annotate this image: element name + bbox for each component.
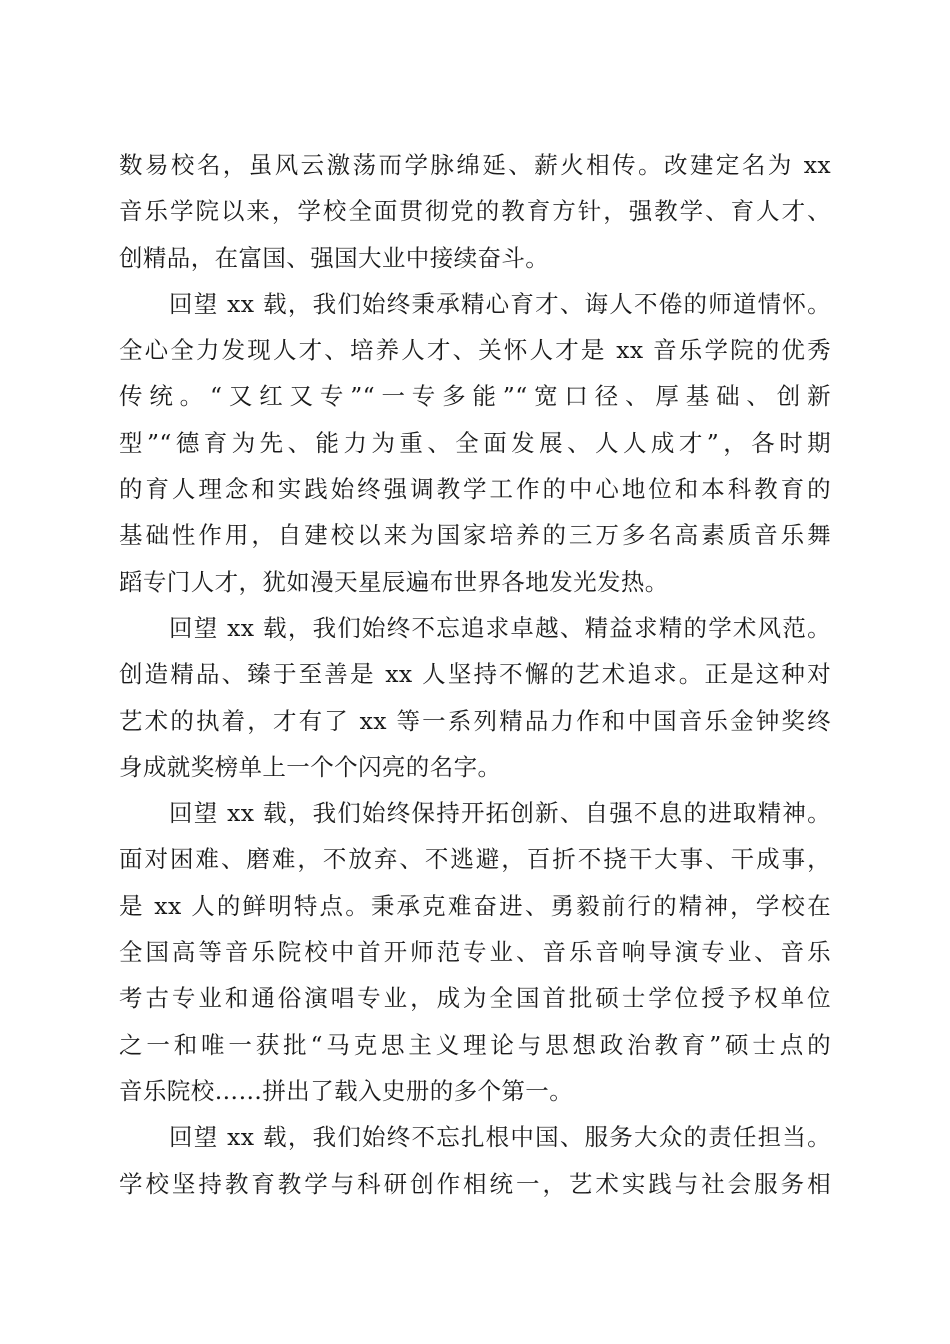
text-line: 面对困难、磨难，不放弃、不逃避，百折不挠干大事、干成事，	[119, 845, 831, 874]
text-line: 的育人理念和实践始终强调教学工作的中心地位和本科教育的	[119, 475, 831, 504]
text-line: 艺术的执着，才有了 xx 等一系列精品力作和中国音乐金钟奖终	[119, 706, 831, 735]
text-line: 音乐学院以来，学校全面贯彻党的教育方针，强教学、育人才、	[119, 197, 831, 226]
text-line: 型”“德育为先、能力为重、全面发展、人人成才”，各时期	[119, 428, 831, 457]
text-line: 基础性作用，自建校以来为国家培养的三万多名高素质音乐舞	[119, 521, 831, 550]
text-line: 全国高等音乐院校中首开师范专业、音乐音响导演专业、音乐	[119, 938, 831, 967]
text-line: 之一和唯一获批“马克思主义理论与思想政治教育”硕士点的	[119, 1030, 831, 1059]
paragraph-first-line: 回望 xx 载，我们始终秉承精心育才、诲人不倦的师道情怀。	[169, 289, 831, 318]
text-line: 创造精品、臻于至善是 xx 人坚持不懈的艺术追求。正是这种对	[119, 660, 831, 689]
text-line: 全心全力发现人才、培养人才、关怀人才是 xx 音乐学院的优秀	[119, 336, 831, 365]
text-line: 音乐院校……拼出了载入史册的多个第一。	[119, 1076, 574, 1105]
text-line: 是 xx 人的鲜明特点。秉承克难奋进、勇毅前行的精神，学校在	[119, 891, 831, 920]
text-line: 身成就奖榜单上一个个闪亮的名字。	[119, 752, 502, 781]
text-line: 考古专业和通俗演唱专业，成为全国首批硕士学位授予权单位	[119, 984, 831, 1013]
text-line: 蹈专门人才，犹如漫天星辰遍布世界各地发光发热。	[119, 567, 669, 596]
document-body	[119, 142, 831, 1207]
paragraph-first-line: 回望 xx 载，我们始终不忘追求卓越、精益求精的学术风范。	[169, 613, 831, 642]
text-line: 传统。“又红又专”“一专多能”“宽口径、厚基础、创新	[119, 382, 831, 411]
text-line: 创精品，在富国、强国大业中接续奋斗。	[119, 243, 550, 272]
text-line: 学校坚持教育教学与科研创作相统一，艺术实践与社会服务相	[119, 1169, 831, 1198]
paragraph-first-line: 回望 xx 载，我们始终不忘扎根中国、服务大众的责任担当。	[169, 1123, 831, 1152]
paragraph-first-line: 回望 xx 载，我们始终保持开拓创新、自强不息的进取精神。	[169, 799, 831, 828]
text-line: 数易校名，虽风云激荡而学脉绵延、薪火相传。改建定名为 xx	[119, 151, 831, 179]
